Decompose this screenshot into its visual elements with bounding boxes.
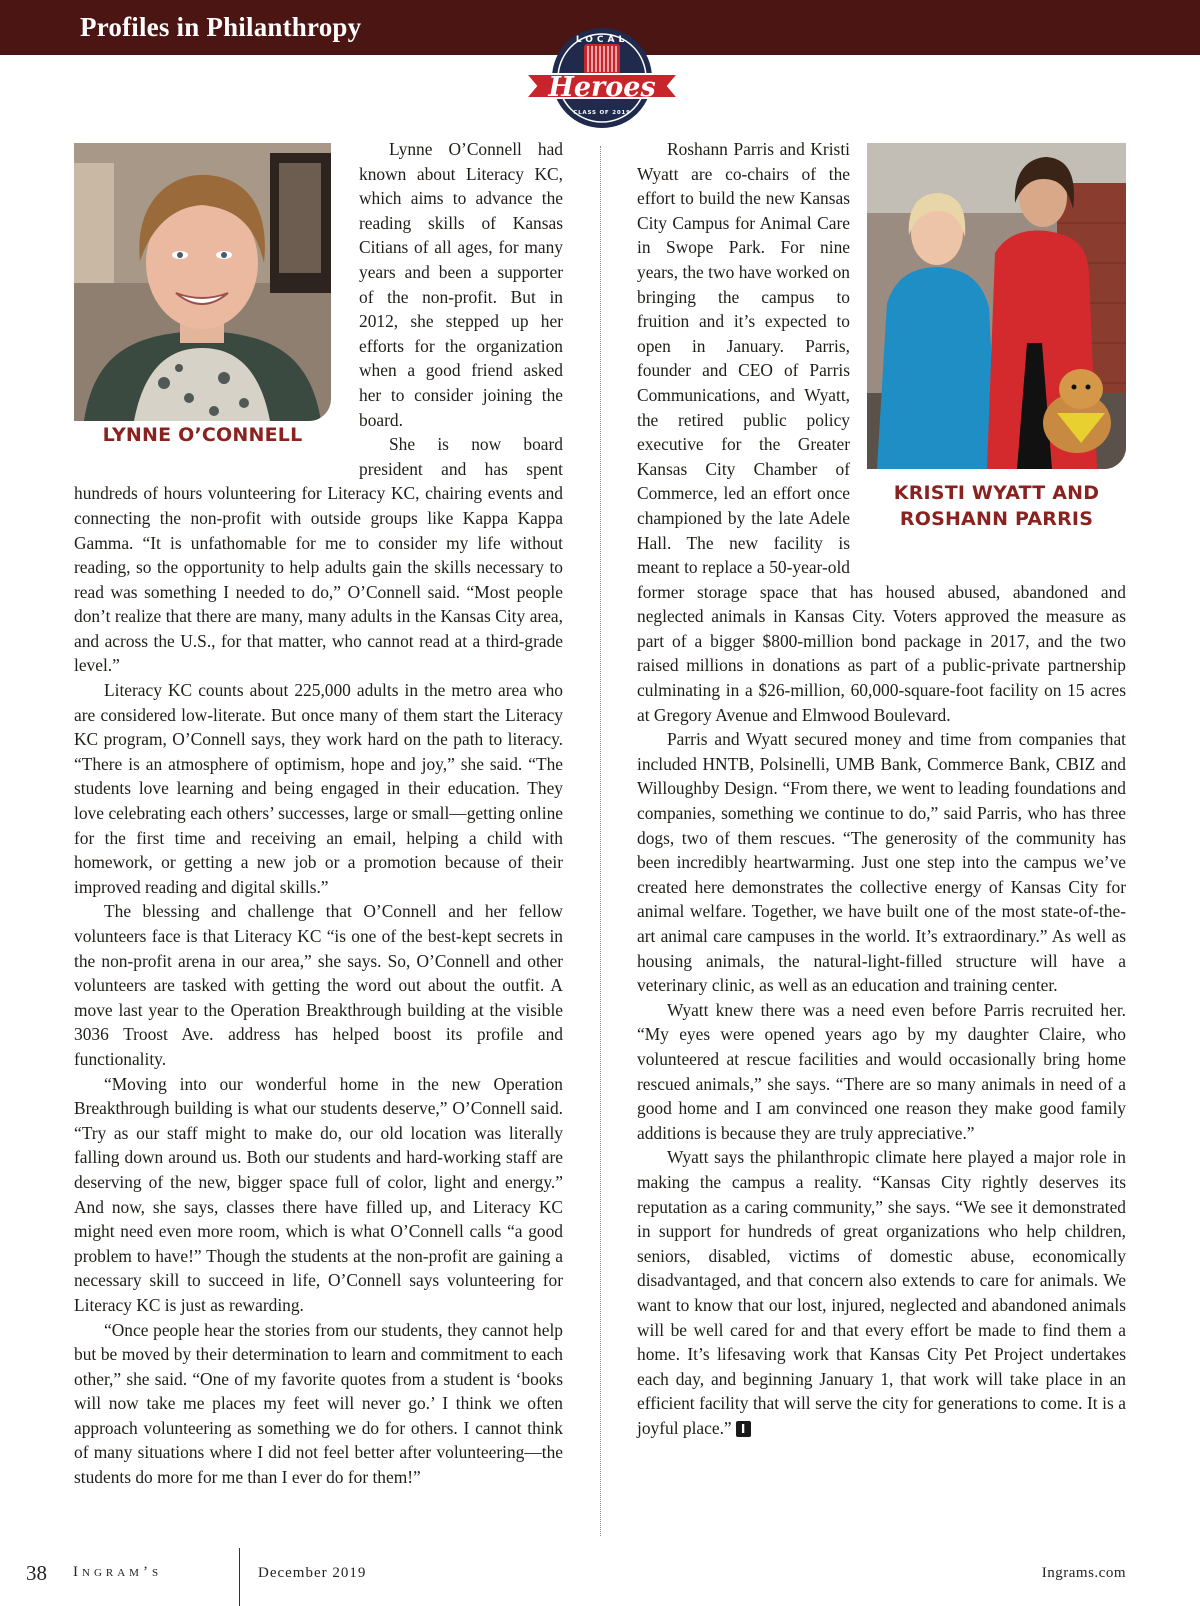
logo-main-text: Heroes (548, 72, 656, 103)
right-paragraph-2: Parris and Wyatt secured money and time from companies that included HNTB, Polsinelli, UMB Bank, Commerce Bank, CBIZ and Willoughby Design. “From there, we went to leading foundations and companies, something we continue to do,” said Parris, who has three dogs, two of them rescues. “The generosity of the community has been incredibly heartwarming. Just one step into the campus we’ve created here demonstrates the collective energy of Kansas City for animal welfare. Together, we have built one of the most state-of-the-art animal care campuses in the world. It’s extraordinary.” As well as housing animals, the natural-light-filled structure will have a veterinary clinic, as well as an education and training center. (637, 729, 1126, 996)
column-divider (600, 146, 601, 1536)
logo-sub-text: CLASS OF 2019 (573, 110, 631, 116)
left-paragraph-2: She is now board president and has spent hundreds of hours volunteering for Literacy KC, chairing events and connecting the non-profit with outside groups like Kappa Kappa Gamma. “It is unfathomable for me to consider my life without reading, so the opportunity to help adults gain the skills necessary to read was something I needed to do,” O’Connell said. “Most people don’t realize that there are many, many adults in the Kansas City area, and across the U.S., for that matter, who cannot read at a third-grade level.” (74, 434, 563, 676)
right-article-column (637, 137, 1126, 1440)
right-paragraph-4-text: Wyatt says the philanthropic climate here played a major role in making the campus a reality. “Kansas City rightly deserves its reputation as a caring community,” she says. “We see it demonstrated in support for hundreds of great organizations who help children, seniors, disabled, victims of domestic abuse, economically disadvantaged, and that concern also extends to care for animals. We want to know that our lost, injured, neglected and abandoned animals will be well cared for and that every effort be made to find them a home. It’s lifesaving work that Kansas City Pet Project undertakes each day, and beginning January 1, that work will take place in an efficient facility that will serve the city for generations to come. It is a joyful place.” (637, 1147, 1126, 1438)
left-paragraph-4: The blessing and challenge that O’Connell and her fellow volunteers face is that Literacy KC “is one of the best-kept secrets in the non-profit arena in our area,” she says. So, O’Connell and other volunteers are tasked with getting the word out about the outfit. A move last year to the Operation Breakthrough building at the visible 3036 Troost Ave. address has helped boost its profile and functionality. (74, 901, 563, 1069)
issue-date: December 2019 (258, 1565, 367, 1581)
left-paragraph-3: Literacy KC counts about 225,000 adults in the metro area who are considered low-literate. But once many of them start the Literacy KC program, O’Connell says, they work hard on the path to literacy. “There is an atmosphere of optimism, hope and joy,” she said. “The students love learning and being engaged in their education. They love celebrating each others’ successes, large or small—getting online for the first time and receiving an email, helping a child with homework, or getting a new job or a promotion because of their improved reading and digital skills.” (74, 680, 563, 897)
logo-top-text: LOCAL (575, 35, 629, 45)
page-number: 38 (26, 1561, 47, 1585)
right-paragraph-4 (637, 1145, 1126, 1440)
article-end-mark-icon: I (736, 1421, 751, 1437)
right-caption-line1: KRISTI WYATT AND (893, 482, 1100, 504)
right-photo-float-space (850, 137, 1126, 579)
section-title: Profiles in Philanthropy (80, 12, 362, 42)
local-heroes-logo (522, 26, 682, 132)
left-paragraph-6: “Once people hear the stories from our students, they cannot help but be moved by their determination to learn and commitment to each other,” she said. “One of my favorite quotes from a student is ‘books will now take me places my feet will never go.’ I think we often approach volunteering as something we do for others. I cannot think of many situations where I did not feel better after volunteering—the students do more for me than I ever do for them!” (74, 1319, 563, 1488)
left-photo-caption: LYNNE O’CONNELL (102, 424, 303, 446)
publication-name: Ingram’s (73, 1564, 163, 1580)
left-article-column (74, 137, 563, 1490)
right-paragraph-1: Roshann Parris and Kristi Wyatt are co-chairs of the effort to build the new Kansas City Campus for Animal Care in Swope Park. For nine years, the two have worked on bringing the campus to fruition and it’s expected to open in January. Parris, founder and CEO of Parris Communications, and Wyatt, the retired public policy executive for the Greater Kansas City Chamber of Commerce, led an effort once championed by the late Adele Hall. The new facility is meant to replace a 50-year-old former storage space that has housed abused, abandoned and neglected animals in Kansas City. Voters approved the measure as part of a bigger $800-million bond package in 2017, and the two raised millions in donations as part of a public-private partnership culminating in a $26-million, 60,000-square-foot facility on 15 acres at Gregory Avenue and Elmwood Boulevard. (637, 139, 1126, 725)
website-link[interactable]: Ingrams.com (1041, 1565, 1126, 1581)
left-paragraph-1: Lynne O’Connell had known about Literacy KC, which aims to advance the reading skills of Kansas Citians of all ages, for many years and been a supporter of the non-profit. But in 2012, she stepped up her efforts for the organization when a good friend asked her to consider joining the board. (359, 139, 563, 430)
right-paragraph-3: Wyatt knew there was a need even before Parris recruited her. “My eyes were opened years ago by my daughter Claire, who volunteered at rescue facilities and would occasionally bring home rescued animals,” she says. “There are so many animals in need of a good home and I am convinced one reason they make good family additions is because they are truly appreciative.” (637, 999, 1126, 1143)
left-photo-float-space (74, 137, 359, 464)
right-caption-line2: ROSHANN PARRIS (899, 508, 1094, 530)
left-paragraph-5: “Moving into our wonderful home in the new Operation Breakthrough building is what our students deserve,” O’Connell said. “Try as our staff might to make do, our old location was literally falling down around us. Both our students and hard-working staff are deserving of the new, bigger space full of color, light and energy.” And now, she says, classes there have filled up, and Literacy KC might need even more room, which is what O’Connell calls “a good problem to have!” Though the students at the non-profit are gaining a necessary skill to succeed in life, O’Connell says volunteering for Literacy KC is just as rewarding. (74, 1073, 563, 1315)
footer-divider (239, 1548, 240, 1606)
